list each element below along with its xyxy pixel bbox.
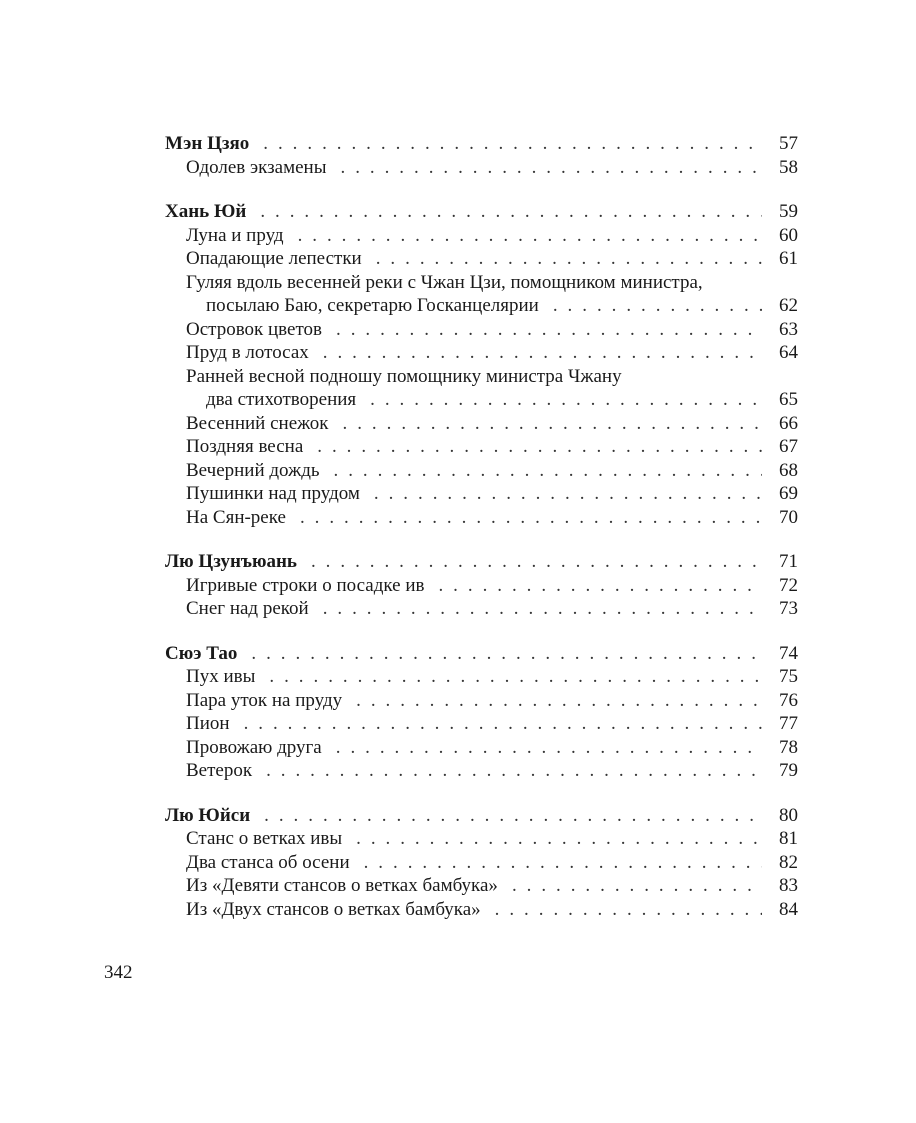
page-number: 67: [779, 436, 798, 457]
toc-author-entry[interactable]: [165, 200, 798, 224]
poem-title-line2: два стихотворения: [206, 389, 357, 410]
poem-title: Провожаю друга: [186, 736, 322, 758]
toc-entry[interactable]: [165, 665, 798, 689]
toc-section-han-yu: [165, 200, 798, 529]
page-number: 70: [779, 506, 798, 528]
toc-author-entry[interactable]: [165, 550, 798, 574]
poem-title: Опадающие лепестки: [186, 248, 362, 269]
toc-author-entry[interactable]: [165, 642, 798, 666]
dot-leader: [266, 759, 762, 783]
page-number: 69: [779, 483, 798, 504]
toc-entry[interactable]: [165, 689, 798, 713]
toc-entry[interactable]: [165, 224, 798, 248]
poem-title: Пион: [186, 713, 230, 734]
page-number: 73: [779, 598, 798, 619]
page-number: 81: [779, 828, 798, 849]
page-number: 77: [779, 713, 798, 734]
dot-leader: [370, 388, 762, 412]
toc-entry[interactable]: [165, 482, 798, 506]
toc-entry[interactable]: [165, 459, 798, 483]
dot-leader: [323, 597, 762, 621]
page-number: 71: [779, 551, 798, 572]
toc-entry[interactable]: [165, 412, 798, 436]
dot-leader: [334, 459, 762, 483]
page-number: 61: [779, 248, 798, 269]
toc-entry[interactable]: [165, 435, 798, 459]
page-number: 65: [779, 389, 798, 410]
toc-entry[interactable]: [165, 156, 798, 180]
dot-leader: [438, 574, 762, 598]
dot-leader: [311, 550, 762, 574]
dot-leader: [269, 665, 762, 689]
dot-leader: [244, 712, 762, 736]
dot-leader: [376, 247, 762, 271]
poem-title: Пруд в лотосах: [186, 342, 309, 363]
page-number: 62: [779, 295, 798, 316]
toc-entry[interactable]: [165, 574, 798, 598]
dot-leader: [341, 156, 763, 180]
page-number: 83: [779, 875, 798, 896]
dot-leader: [300, 506, 762, 530]
author-name: Мэн Цзяо: [165, 133, 250, 154]
toc-entry[interactable]: [165, 736, 798, 760]
toc-section-men-jiao: [165, 132, 798, 179]
poem-title: Поздняя весна: [186, 436, 304, 457]
author-name: Сюэ Тао: [165, 642, 238, 664]
page-number: 60: [779, 224, 798, 246]
poem-title: Пара уток на пруду: [186, 689, 343, 711]
page-number: 64: [779, 342, 798, 363]
poem-title-line2: посылаю Баю, секретарю Госканцелярии: [206, 295, 539, 316]
dot-leader: [364, 851, 762, 875]
poem-title: Вечерний дождь: [186, 459, 320, 481]
dot-leader: [298, 224, 762, 248]
toc-section-xue-tao: [165, 642, 798, 783]
dot-leader: [263, 132, 762, 156]
toc-section-liu-yuxi: [165, 804, 798, 922]
dot-leader: [264, 804, 762, 828]
page-number: 82: [779, 851, 798, 873]
page-folio-number: 342: [104, 962, 133, 983]
poem-title: Весенний снежок: [186, 412, 329, 434]
page-number: 79: [779, 760, 798, 781]
page-number: 72: [779, 574, 798, 596]
table-of-contents: [165, 132, 798, 942]
poem-title: Пушинки над прудом: [186, 483, 360, 504]
poem-title: Луна и пруд: [186, 224, 284, 246]
poem-title: На Сян-реке: [186, 506, 286, 528]
toc-entry[interactable]: [165, 898, 798, 922]
dot-leader: [553, 294, 762, 318]
toc-entry-multiline[interactable]: [165, 365, 798, 412]
poem-title: Пух ивы: [186, 666, 256, 687]
poem-title-line1: Гуляя вдоль весенней реки с Чжан Цзи, помощником министра,: [186, 271, 703, 293]
toc-author-entry[interactable]: [165, 804, 798, 828]
poem-title: Из «Двух стансов о ветках бамбука»: [186, 898, 481, 920]
toc-entry-multiline[interactable]: [165, 271, 798, 318]
poem-title-line1: Ранней весной подношу помощнику министра Чжану: [186, 365, 622, 387]
toc-entry[interactable]: [165, 874, 798, 898]
page-number: 80: [779, 804, 798, 826]
page-number: 57: [779, 133, 798, 154]
toc-entry[interactable]: [165, 341, 798, 365]
toc-entry[interactable]: [165, 318, 798, 342]
toc-author-entry[interactable]: [165, 132, 798, 156]
dot-leader: [260, 200, 762, 224]
page-number: 84: [779, 898, 798, 920]
dot-leader: [374, 482, 762, 506]
page-number: 76: [779, 689, 798, 711]
page-number: 66: [779, 412, 798, 434]
page-number: 78: [779, 736, 798, 758]
poem-title: Два станса об осени: [186, 851, 350, 873]
toc-section-liu-zongyuan: [165, 550, 798, 621]
page-number: 68: [779, 459, 798, 481]
page-number: 58: [779, 156, 798, 178]
dot-leader: [317, 435, 762, 459]
toc-entry[interactable]: [165, 597, 798, 621]
page-number: 59: [779, 201, 798, 222]
poem-title: Игривые строки о посадке ив: [186, 574, 425, 596]
page-number: 74: [779, 642, 798, 664]
dot-leader: [336, 736, 762, 760]
toc-entry[interactable]: [165, 247, 798, 271]
dot-leader: [356, 689, 762, 713]
toc-entry[interactable]: [165, 506, 798, 530]
dot-leader: [336, 318, 762, 342]
dot-leader: [323, 341, 762, 365]
author-name: Хань Юй: [165, 201, 247, 222]
poem-title: Островок цветов: [186, 318, 322, 340]
toc-entry[interactable]: [165, 827, 798, 851]
toc-entry[interactable]: [165, 759, 798, 783]
toc-entry[interactable]: [165, 851, 798, 875]
dot-leader: [356, 827, 762, 851]
poem-title-continuation: [186, 294, 798, 318]
author-name: Лю Юйси: [165, 804, 251, 826]
dot-leader: [343, 412, 762, 436]
poem-title: Станс о ветках ивы: [186, 828, 343, 849]
poem-title: Ветерок: [186, 760, 253, 781]
dot-leader: [495, 898, 762, 922]
poem-title-continuation: [186, 388, 798, 412]
dot-leader: [251, 642, 762, 666]
poem-title: Из «Девяти стансов о ветках бамбука»: [186, 875, 498, 896]
author-name: Лю Цзунъюань: [165, 551, 297, 572]
dot-leader: [512, 874, 762, 898]
page-number: 63: [779, 318, 798, 340]
toc-entry[interactable]: [165, 712, 798, 736]
page-number: 75: [779, 666, 798, 687]
poem-title: Одолев экзамены: [186, 156, 327, 178]
poem-title: Снег над рекой: [186, 598, 309, 619]
